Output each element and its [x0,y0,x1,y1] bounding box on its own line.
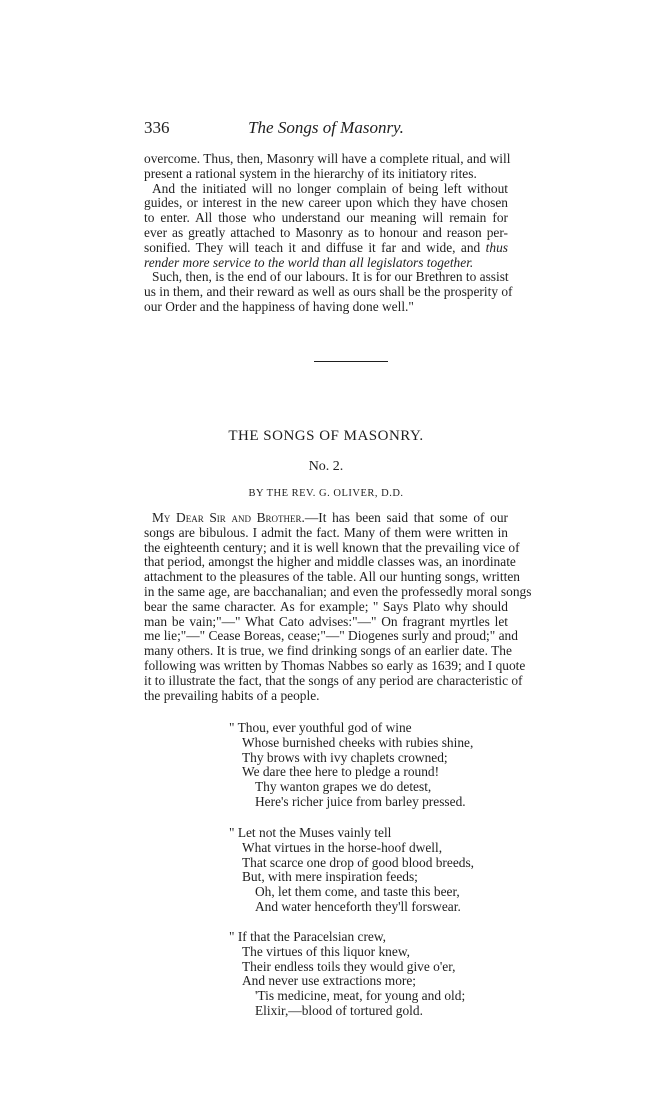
verse-line: Thy wanton grapes we do detest, [255,779,432,795]
text-line: in the same age, are bacchanalian; and even the professedly moral songs [144,583,532,599]
poem-stanza [229,720,474,810]
letter-text [144,510,532,703]
verse-line: What virtues in the horse-hoof dwell, [242,839,443,855]
verse-line: Here's richer juice from barley pressed. [255,793,466,809]
text-line: ever as greatly attached to Masonry as to honour and reason per- [144,224,508,240]
text-line: us in them, and their reward as well as ours shall be the prosperity of [144,284,513,300]
text-line [144,241,508,256]
verse-line: And water henceforth they'll forswear. [255,898,461,914]
verse-line: Their endless toils they would give o'er, [242,958,456,974]
text-span: sonified. They will teach it and diffuse it far and wide, and [144,239,481,255]
poem-stanza [229,825,475,915]
text-span: —It has been said that some of our [304,510,508,525]
text-line: our Order and the happiness of having done well." [144,298,414,314]
section-title: THE SONGS OF MASONRY. [228,428,424,444]
poem-stanza [229,929,466,1019]
text-line: bear the same character. As for example; " Says Plato why should [144,598,508,614]
text-line: that period, amongst the higher and middle classes was, an inordinate [144,554,516,570]
text-line: render more service to the world than all legislators together. [144,254,474,270]
text-line: it to illustrate the fact, that the songs of any period are characteristic of [144,672,523,688]
verse-line: That scarce one drop of good blood breeds, [242,854,475,870]
text-line: guides, or interest in the new career upon which they have chosen [144,195,508,211]
verse-line: Thy brows with ivy chaplets crowned; [242,749,448,765]
section-divider [314,361,388,362]
italic-span: thus [485,239,508,255]
verse-line: " If that the Paracelsian crew, [229,929,387,944]
text-line: And the initiated will no longer complain of being left without [152,180,508,196]
text-line: songs are bibulous. I admit the fact. Many of them were written in [144,524,508,540]
verse-line: " Thou, ever youthful god of wine [229,720,412,735]
verse-line: But, with mere inspiration feeds; [242,869,418,885]
verse-line: Elixir,—blood of tortured gold. [255,1002,423,1018]
salutation: My Dear Sir and Brother. [152,510,305,525]
text-line: the prevailing habits of a people. [144,687,320,703]
intro-text [144,151,513,315]
section-number: No. 2. [308,459,344,474]
page-number: 336 [144,118,170,137]
verse-line: 'Tis medicine, meat, for young and old; [255,988,466,1004]
text-line: overcome. Thus, then, Masonry will have a complete ritual, and will [144,151,511,166]
running-title: The Songs of Masonry. [248,118,404,137]
text-line: Such, then, is the end of our labours. It is for our Brethren to assist [152,269,509,285]
verse-line: The virtues of this liquor knew, [242,943,410,959]
text-line: me lie;"—" Cease Boreas, cease;"—" Diogenes surly and proud;" and [144,628,518,644]
text-line: present a rational system in the hierarchy of its initiatory rites. [144,165,477,181]
page-header [144,118,508,140]
text-line: to enter. All those who understand our meaning will remain for [144,210,508,226]
text-line [144,511,508,526]
text-line: man be vain;"—" What Cato advises:"—" On fragrant myrtles let [144,613,508,629]
verse-line: " Let not the Muses vainly tell [229,825,392,840]
verse-line: And never use extractions more; [242,973,417,989]
verse-line: Whose burnished cheeks with rubies shine, [242,734,474,750]
text-line: the eighteenth century; and it is well known that the prevailing vice of [144,539,520,555]
text-line: attachment to the pleasures of the table. All our hunting songs, written [144,569,520,585]
text-line: following was written by Thomas Nabbes so early as 1639; and I quote [144,657,526,673]
author-byline: BY THE REV. G. OLIVER, D.D. [248,488,404,499]
verse-line: Oh, let them come, and taste this beer, [255,884,460,900]
text-line: many others. It is true, we find drinking songs of an earlier date. The [144,643,512,659]
verse-line: We dare thee here to pledge a round! [242,764,440,780]
